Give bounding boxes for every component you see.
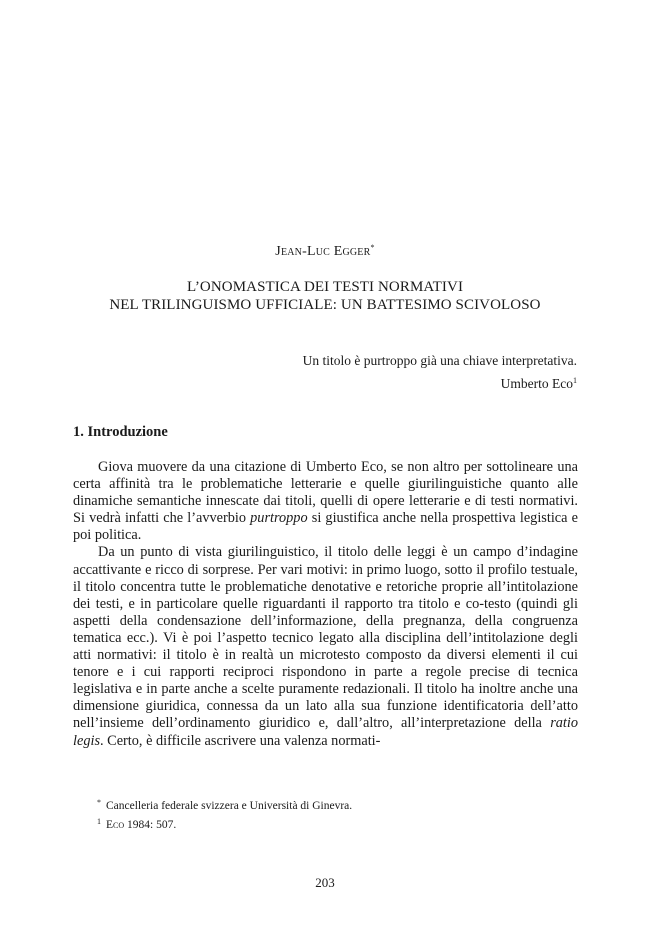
- title-line-1: L’ONOMASTICA DEI TESTI NORMATIVI: [186, 279, 464, 295]
- footnote-2-mark: 1: [97, 817, 101, 826]
- epigraph: [177, 351, 577, 394]
- epigraph-source-name: Umberto Eco: [500, 376, 573, 391]
- footnote-2-text: 1984: 507.: [124, 819, 177, 831]
- paragraph-1-text-b: si giustifica anche nella prospettiva legistica e poi politica.: [73, 510, 578, 544]
- paragraph-2-emphasis: ratio legis: [73, 715, 578, 749]
- epigraph-footnote-mark: 1: [573, 376, 577, 385]
- paragraph-2-text-b: . Certo, è difficile ascrivere una valenza normati-: [100, 732, 381, 749]
- body-text: [73, 459, 578, 750]
- paragraph-1: [73, 459, 578, 544]
- title-line-2: NEL TRILINGUISMO UFFICIALE: UN BATTESIMO SCIVOLOSO: [109, 297, 541, 313]
- paragraph-2: [73, 544, 578, 749]
- footnote-1-mark: *: [97, 798, 101, 807]
- article-title: [0, 278, 650, 314]
- footnotes: [97, 795, 577, 833]
- paragraph-1-text-a: Giova muovere da una citazione di Umberto Eco, se non altro per sottolineare una certa affinità tra le problematiche letterarie e quelle giurilinguistiche quanto alle dinamiche semantiche innescate dai titoli, quelli di opere letterarie e di testi normativi. Si vedrà infatti che l’avverbio: [73, 459, 578, 527]
- paragraph-1-emphasis: purtroppo: [250, 510, 308, 527]
- footnote-2-author: Eco: [106, 819, 125, 831]
- epigraph-source: [177, 371, 577, 394]
- footnote-2: [97, 814, 577, 833]
- author-line: [0, 243, 650, 260]
- footnote-1: [97, 795, 577, 814]
- page-number: 203: [315, 875, 335, 890]
- author-name: Jean-Luc Egger: [275, 244, 371, 259]
- footnote-1-text: Cancelleria federale svizzera e Università di Ginevra.: [106, 800, 353, 812]
- epigraph-quote: Un titolo è purtroppo già una chiave interpretativa.: [302, 353, 577, 368]
- section-heading: 1. Introduzione: [73, 424, 168, 440]
- paragraph-2-text-a: Da un punto di vista giurilinguistico, il titolo delle leggi è un campo d’indagine accattivante e ricco di sorprese. Per vari motivi: in primo luogo, sotto il profilo testuale, il titolo concentra tutte le problematiche denotative e retoriche proprie all’intitolazione dei testi, e in particolare quelle riguardanti il rapporto tra titolo e co-testo (quindi gli aspetti della condensazione dell’informazione, della pregnanza, della congruenza tematica ecc.). Vi è poi l’aspetto tecnico legato alla disciplina dell’intitolazione degli atti normativi: il titolo è in realtà un microtesto composto da diversi elementi il cui tenore e i cui rapporti reciproci rispondono in parte a regole precise di tecnica legislativa e in parte anche a scelte puramente redazionali. Il titolo ha inoltre anche una dimensione giuridica, connessa da un lato alla sua funzione identificatoria dell’atto nell’insieme dell’ordinamento giuridico e, dall’altro, all’interpretazione della: [73, 544, 578, 732]
- author-footnote-mark: *: [370, 243, 375, 252]
